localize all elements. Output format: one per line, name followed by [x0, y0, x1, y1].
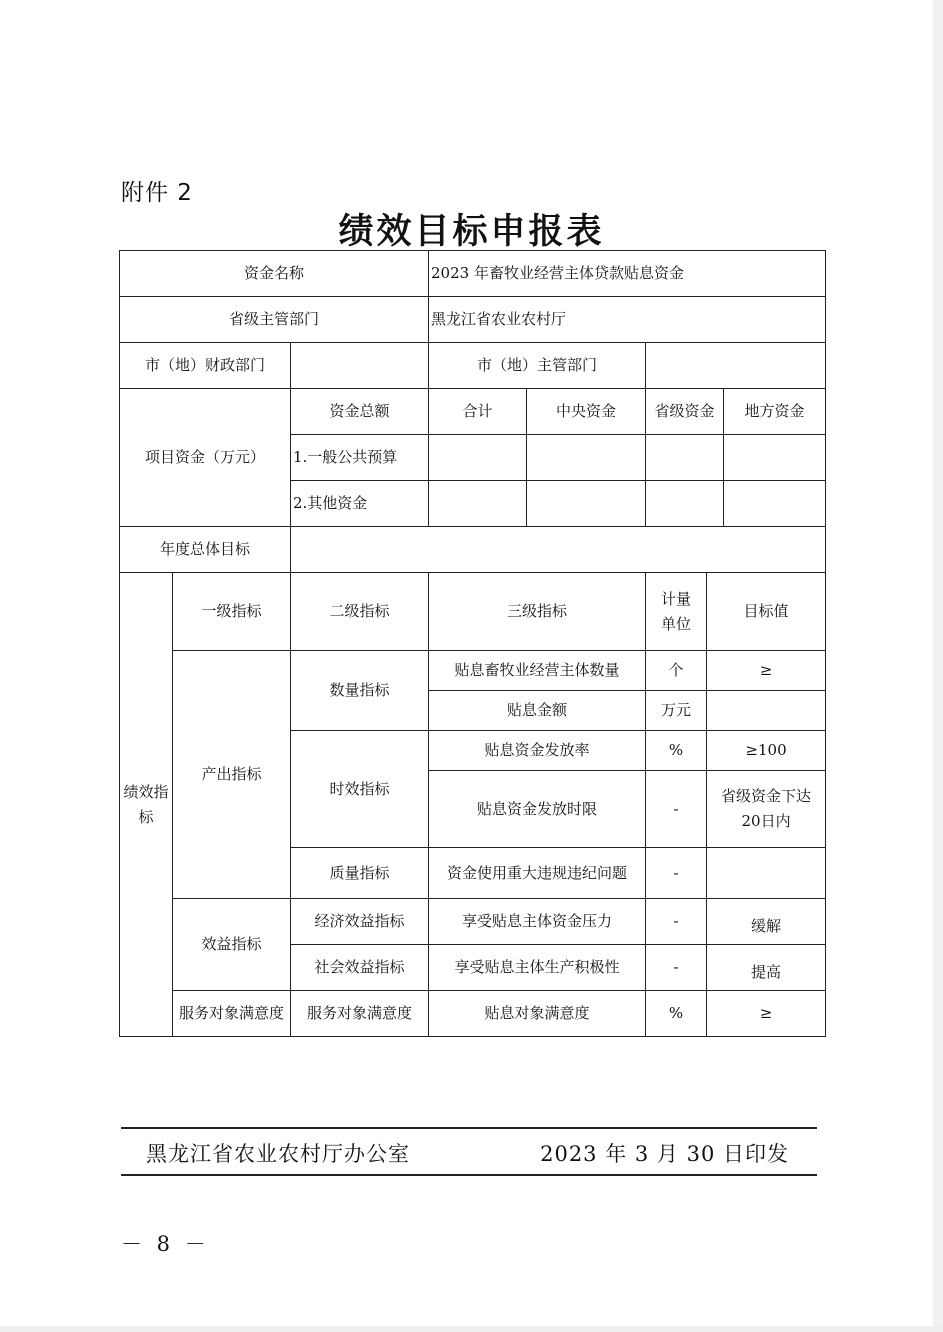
economic-indicator-label: 经济效益指标 — [291, 899, 429, 945]
indicator-name: 资金使用重大违规违纪问题 — [429, 848, 646, 899]
page-edge — [933, 0, 943, 1332]
performance-target-table — [119, 250, 826, 1037]
indicator-unit: - — [646, 945, 707, 991]
funds-cell — [646, 435, 724, 481]
header-level2: 二级指标 — [291, 573, 429, 651]
satisfaction-indicator-label: 服务对象满意度 — [173, 991, 291, 1037]
issue-date: 2023 年 3 月 30 日印发 — [540, 1142, 789, 1166]
indicator-name: 享受贴息主体生产积极性 — [429, 945, 646, 991]
indicator-target: ≥100 — [707, 731, 826, 771]
indicator-name: 贴息对象满意度 — [429, 991, 646, 1037]
social-indicator-label: 社会效益指标 — [291, 945, 429, 991]
city-finance-label: 市（地）财政部门 — [120, 343, 291, 389]
indicator-unit: 万元 — [646, 691, 707, 731]
city-dept-value — [646, 343, 826, 389]
header-unit: 计量单位 — [646, 573, 707, 651]
annual-goal-value — [291, 527, 826, 573]
funds-cell — [429, 435, 527, 481]
timeliness-indicator-label: 时效指标 — [291, 731, 429, 848]
dept-value: 黑龙江省农业农村厅 — [429, 297, 826, 343]
fund-name-label: 资金名称 — [120, 251, 429, 297]
indicator-name: 贴息资金发放时限 — [429, 771, 646, 848]
indicator-name: 贴息畜牧业经营主体数量 — [429, 651, 646, 691]
indicator-unit: % — [646, 991, 707, 1037]
city-dept-label: 市（地）主管部门 — [429, 343, 646, 389]
annual-goal-label: 年度总体目标 — [120, 527, 291, 573]
funds-header-central: 中央资金 — [527, 389, 646, 435]
page-number: － 8 － — [121, 1232, 210, 1256]
page-title: 绩效目标申报表 — [338, 211, 605, 252]
indicator-name: 贴息资金发放率 — [429, 731, 646, 771]
funds-row-label: 2.其他资金 — [291, 481, 429, 527]
funds-header-total: 资金总额 — [291, 389, 429, 435]
satisfaction-level2-label: 服务对象满意度 — [291, 991, 429, 1037]
fund-name-value: 2023 年畜牧业经营主体贷款贴息资金 — [429, 251, 826, 297]
issuer: 黑龙江省农业农村厅办公室 — [146, 1142, 410, 1166]
header-target: 目标值 — [707, 573, 826, 651]
indicator-target: 省级资金下达20日内 — [707, 771, 826, 848]
indicator-target — [707, 691, 826, 731]
funds-header-local: 地方资金 — [724, 389, 826, 435]
indicator-unit: 个 — [646, 651, 707, 691]
indicator-target: 缓解 — [707, 899, 826, 945]
funds-row-label: 1.一般公共预算 — [291, 435, 429, 481]
page-edge — [0, 1326, 943, 1332]
header-level3: 三级指标 — [429, 573, 646, 651]
indicator-target — [707, 848, 826, 899]
performance-indicator-label: 绩效指标 — [120, 573, 173, 1037]
funds-cell — [527, 481, 646, 527]
output-indicator-label: 产出指标 — [173, 651, 291, 899]
funds-cell — [646, 481, 724, 527]
dept-label: 省级主管部门 — [120, 297, 429, 343]
divider — [121, 1174, 817, 1176]
city-finance-value — [291, 343, 429, 389]
indicator-unit: - — [646, 771, 707, 848]
funds-cell — [724, 435, 826, 481]
benefit-indicator-label: 效益指标 — [173, 899, 291, 991]
header-level1: 一级指标 — [173, 573, 291, 651]
indicator-unit: - — [646, 848, 707, 899]
attachment-label: 附件 2 — [121, 180, 193, 206]
funds-header-sum: 合计 — [429, 389, 527, 435]
indicator-unit: % — [646, 731, 707, 771]
funds-header-provincial: 省级资金 — [646, 389, 724, 435]
indicator-name: 享受贴息主体资金压力 — [429, 899, 646, 945]
indicator-name: 贴息金额 — [429, 691, 646, 731]
quality-indicator-label: 质量指标 — [291, 848, 429, 899]
indicator-unit: - — [646, 899, 707, 945]
divider — [121, 1127, 817, 1129]
quantity-indicator-label: 数量指标 — [291, 651, 429, 731]
funds-cell — [429, 481, 527, 527]
indicator-target: 提高 — [707, 945, 826, 991]
funds-cell — [724, 481, 826, 527]
project-funds-label: 项目资金（万元） — [120, 389, 291, 527]
indicator-target: ≥ — [707, 991, 826, 1037]
indicator-target: ≥ — [707, 651, 826, 691]
funds-cell — [527, 435, 646, 481]
